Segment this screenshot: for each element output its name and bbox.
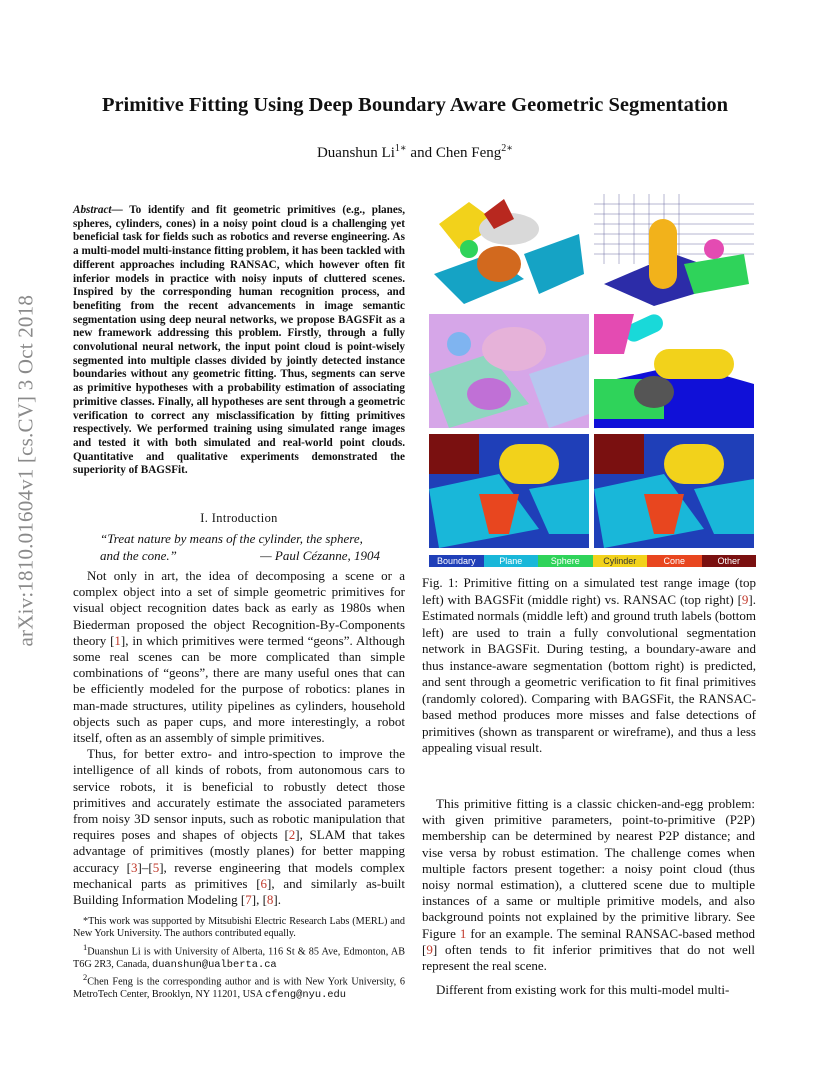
figure-legend: [429, 555, 756, 567]
quote-line-2: and the cone.”: [100, 547, 177, 563]
email-link[interactable]: cfeng@nyu.edu: [264, 988, 347, 1001]
citation-link[interactable]: 7: [245, 892, 252, 908]
citation-link[interactable]: 8: [266, 892, 274, 908]
abstract-label: Abstract: [73, 204, 112, 216]
legend-other: Other: [702, 555, 757, 567]
citation-link[interactable]: 9: [741, 591, 749, 607]
figure-panel-gt-labels: [429, 434, 589, 548]
abstract-text: — To identify and fit geometric primitives (e.g., planes, spheres, cylinders, cones) in a noisy point cloud is a challenging yet beneficial task for fields such as robotics and reverse engineering. As a multi-model multi-instance fitting problem, it has been tackled with different approaches including RANSAC, which however often fit inferior models in practice with noisy inputs of cluttered scenes. Inspired by the corresponding human recognition process, and benefiting from the recent advancements in image semantic segmentation using deep neural networks, we propose BAGSFit as a new framework addressing this problem. Firstly, through a fully convolutional neural network, the input point cloud is point-wisely segmented into multiple classes divided by jointly detected instance boundaries without any geometric fitting. Thus, segments can serve as primitive hypotheses with a probability estimation of associating primitive classes. Finally, all hypotheses are sent through a geometric verification to correct any misclassification by fitting primitives respectively. We performed training using simulated range images and tested it with both simulated and real-world point clouds. Quantitative and qualitative experiments demonstrated the superiority of BAGSFit.: [73, 204, 405, 477]
abstract: [73, 204, 405, 478]
right-column-body: [422, 796, 755, 998]
legend-boundary: Boundary: [429, 555, 484, 567]
citation-link[interactable]: 2: [288, 827, 296, 843]
footnote-author-1: $^1$Duanshun Li is with University of Alberta, 116 St & 85 Ave, Edmonton, AB T6G 2R3, Canada, duanshun@ualberta.ca: [73, 941, 405, 971]
author-2: and Chen Feng: [406, 145, 502, 161]
figure-panel-input: [429, 194, 589, 308]
intro-paragraph-1: Not only in art, the idea of decomposing a scene or a complex object into a set of simple geometric primitives for visual object recognition dates back as early as 1980s when Biederman proposed the object Recognition-By-Components theory [1], in which primitives were termed “geons”. Although some real scenes can be more complicated than simple combinations of “geons”, there are many useful ones that can be efficiently modeled for the purpose of robotics: planes in man-made structures, utility pipelines as cylinders, household objects such as paper cups, and more interestingly, a robot itself, often as an assembly of simple primitives.: [73, 568, 405, 746]
legend-cone: Cone: [647, 555, 702, 567]
right-paragraph-1: This primitive fitting is a classic chicken-and-egg problem: with given primitive parameters, point-to-primitive (P2P) membership can be determined by nearest P2P distance; and vise versa by robust estimation. The challenge comes when multiple factors present together: a noisy point cloud (thus noisy normal estimation), a cluttered scene due to multiple instances of a same or multiple primitive models, and also background points not explained by the primitive library. See Figure 1 for an example. The seminal RANSAC-based method [9] often tends to fit inferior primitives that do not well represent the real scene.: [422, 796, 755, 974]
footnotes: [73, 916, 405, 1001]
right-paragraph-2: Different from existing work for this multi-model multi-: [436, 982, 730, 998]
author-1: Duanshun Li: [316, 145, 395, 161]
figure-ref-link[interactable]: 1: [459, 925, 467, 941]
footnote-funding: *This work was supported by Mitsubishi Electric Research Labs (MERL) and New York University. The authors contributed equally.: [73, 916, 405, 940]
quote-line-1: “Treat nature by means of the cylinder, the sphere,: [100, 531, 363, 546]
paper-title: Primitive Fitting Using Deep Boundary Aware Geometric Segmentation: [101, 94, 729, 116]
citation-link[interactable]: 9: [426, 941, 433, 957]
citation-link[interactable]: 3: [131, 859, 138, 875]
figure-panel-bagsfit: [594, 314, 754, 428]
figure-1: [429, 194, 756, 569]
figure-panel-prediction: [594, 434, 754, 548]
citation-link[interactable]: 6: [260, 875, 268, 891]
quote-author: — Paul Cézanne, 1904: [260, 547, 380, 563]
intro-body: [73, 568, 405, 908]
figure-panel-ransac: [594, 194, 754, 308]
figure-caption: Fig. 1: Primitive fitting on a simulated test range image (top left) with BAGSFit (middle right) vs. RANSAC (top right) [9]. Estimated normals (middle left) and ground truth labels (bottom left) are used to train a fully convolutional segmentation network in BAGSFit. During testing, a boundary-aware and thus instance-aware segmentation (bottom right) is predicted, and sent through a geometric verification to fit final primitives (randomly colored). Comparing with BAGSFit, the RANSAC-based method produces more misses and false detections of primitives (shown as transparent or wireframe), and thus a less appealing visual result.: [422, 575, 756, 755]
citation-link[interactable]: 5: [152, 859, 160, 875]
footnote-author-2: $^2$Chen Feng is the corresponding author and is with New York University, 6 MetroTech Center, Brooklyn, NY 11201, USA cfeng@nyu.edu: [73, 972, 405, 1001]
authors: [40, 143, 790, 162]
author-2-affil: 2∗: [501, 143, 514, 154]
figure-panel-normals: [429, 314, 589, 428]
section-heading: I. Introduction: [200, 511, 278, 525]
legend-cylinder: Cylinder: [593, 555, 648, 567]
epigraph: [100, 531, 380, 564]
arxiv-id: arXiv:1810.01604v1 [cs.CV] 3 Oct 2018: [13, 294, 38, 647]
email-link[interactable]: duanshun@ualberta.ca: [151, 958, 277, 971]
intro-paragraph-2: Thus, for better extro- and intro-spection to improve the intelligence of all kinds of robots, from autonomous cars to service robots, it is beneficial to robustly detect those primitives and accurately estimate the associated parameters from noisy 3D sensor inputs, such as robotic manipulation that requires poses and shapes of objects [2], SLAM that takes advantage of primitives (mostly planes) for better mapping accuracy [3]–[5], reverse engineering that models complex mechanical parts as primitives [6], and similarly as-built Building Information Modeling [7], [8].: [73, 746, 405, 908]
citation-link[interactable]: 1: [114, 632, 121, 648]
author-1-affil: 1∗: [394, 143, 407, 154]
arxiv-sidebar: [4, 294, 48, 660]
legend-plane: Plane: [484, 555, 539, 567]
legend-sphere: Sphere: [538, 555, 593, 567]
